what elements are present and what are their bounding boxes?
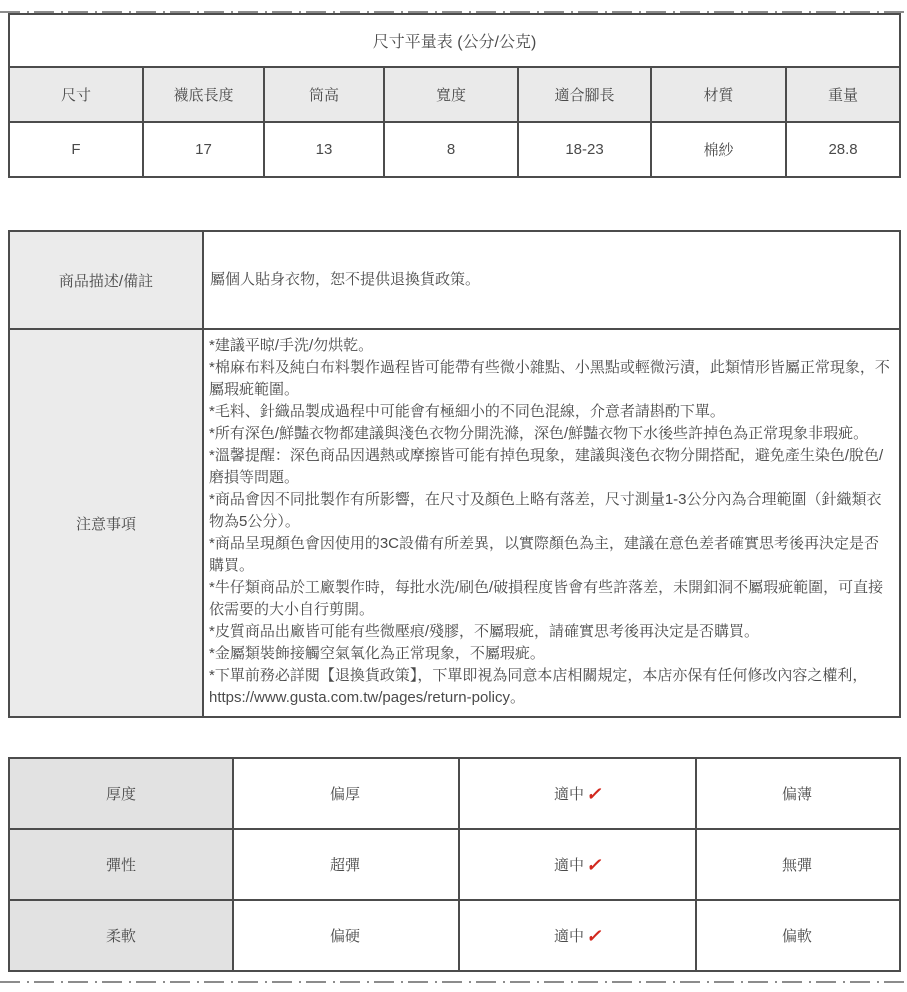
attribute-option-text: 超彈 (329, 856, 360, 874)
attribute-row-thickness (9, 758, 900, 829)
check-icon: ✓ (585, 925, 602, 946)
size-col-header: 筒高 (264, 67, 384, 122)
note-line: *溫馨提醒：深色商品因遇熱或摩擦皆可能有掉色現象，建議與淺色衣物分開搭配，避免產生染色/脫色/磨損等問題。 (209, 447, 884, 486)
note-line: *毛料、針織品製成過程中可能會有極細小的不同色混線，介意者請斟酌下單。 (209, 403, 725, 420)
attribute-label: 彈性 (9, 829, 233, 900)
attribute-row-softness (9, 900, 900, 971)
description-label: 商品描述/備註 (9, 231, 203, 329)
bottom-dashed-divider (0, 981, 907, 983)
note-line: *牛仔類商品於工廠製作時，每批水洗/刷色/破損程度皆會有些許落差，未開釦洞不屬瑕疵範圍，可直接依需要的大小自行剪開。 (209, 579, 884, 618)
description-text: 屬個人貼身衣物，恕不提供退換貨政策。 (203, 231, 900, 329)
note-line: *棉麻布料及純白布料製作過程皆可能帶有些微小雜點、小黑點或輕微污漬，此類情形皆屬正常現象，不屬瑕疵範圍。 (209, 359, 890, 398)
notes-content (203, 329, 900, 717)
attribute-option (459, 900, 696, 971)
attribute-option-text: 偏硬 (329, 927, 360, 945)
size-table-title: 尺寸平量表 (公分/公克) (9, 14, 900, 67)
size-col-header: 襪底長度 (143, 67, 264, 122)
size-col-header: 尺寸 (9, 67, 143, 122)
attribute-option-text: 偏薄 (781, 785, 812, 803)
attribute-option (233, 829, 459, 900)
note-line: *皮質商品出廠皆可能有些微壓痕/殘膠，不屬瑕疵，請確實思考後再決定是否購買。 (209, 623, 760, 640)
attribute-option (459, 829, 696, 900)
size-value: 28.8 (786, 122, 900, 177)
size-value: F (9, 122, 143, 177)
attribute-label: 厚度 (9, 758, 233, 829)
attribute-option-text: 適中 (553, 785, 584, 803)
attribute-option (459, 758, 696, 829)
description-row (9, 231, 900, 329)
attribute-row-elasticity (9, 829, 900, 900)
size-value: 13 (264, 122, 384, 177)
size-col-header: 適合腳長 (518, 67, 651, 122)
size-col-header: 寬度 (384, 67, 518, 122)
note-line: *所有深色/鮮豔衣物都建議與淺色衣物分開洗滌，深色/鮮豔衣物下水後些許掉色為正常現象非瑕疵。 (209, 425, 869, 442)
attribute-option-text: 無彈 (781, 856, 812, 874)
attribute-option (696, 829, 900, 900)
size-value: 17 (143, 122, 264, 177)
attribute-table (8, 757, 901, 972)
size-value: 18-23 (518, 122, 651, 177)
attribute-option (696, 758, 900, 829)
note-line: *建議平晾/手洗/勿烘乾。 (209, 337, 374, 354)
attribute-option (233, 900, 459, 971)
attribute-option-text: 適中 (553, 927, 584, 945)
notes-row (9, 329, 900, 717)
size-measurement-table (8, 13, 901, 178)
note-line: *商品會因不同批製作有所影響，在尺寸及顏色上略有落差，尺寸測量1-3公分內為合理範圍（針織類衣物為5公分）。 (209, 491, 882, 530)
attribute-option (696, 900, 900, 971)
product-info-table (8, 230, 901, 718)
size-col-header: 重量 (786, 67, 900, 122)
note-line: *金屬類裝飾接觸空氣氧化為正常現象，不屬瑕疵。 (209, 645, 545, 662)
size-value: 棉紗 (651, 122, 786, 177)
check-icon: ✓ (585, 783, 602, 804)
attribute-option-text: 適中 (553, 856, 584, 874)
size-table-header-row (9, 67, 900, 122)
check-icon: ✓ (585, 854, 602, 875)
size-table-data-row (9, 122, 900, 177)
attribute-option-text: 偏軟 (781, 927, 812, 945)
size-col-header: 材質 (651, 67, 786, 122)
size-value: 8 (384, 122, 518, 177)
size-table-title-row (9, 14, 900, 67)
note-line: *商品呈現顏色會因使用的3C設備有所差異，以實際顏色為主，建議在意色差者確實思考後再決定是否購買。 (209, 535, 880, 574)
attribute-label: 柔軟 (9, 900, 233, 971)
attribute-option-text: 偏厚 (329, 785, 360, 803)
note-line: *下單前務必詳閱【退換貨政策】，下單即視為同意本店相關規定，本店亦保有任何修改內容之權利，https://www.gusta.com.tw/pages/return-policy。 (209, 667, 868, 706)
notes-label: 注意事項 (9, 329, 203, 717)
attribute-option (233, 758, 459, 829)
